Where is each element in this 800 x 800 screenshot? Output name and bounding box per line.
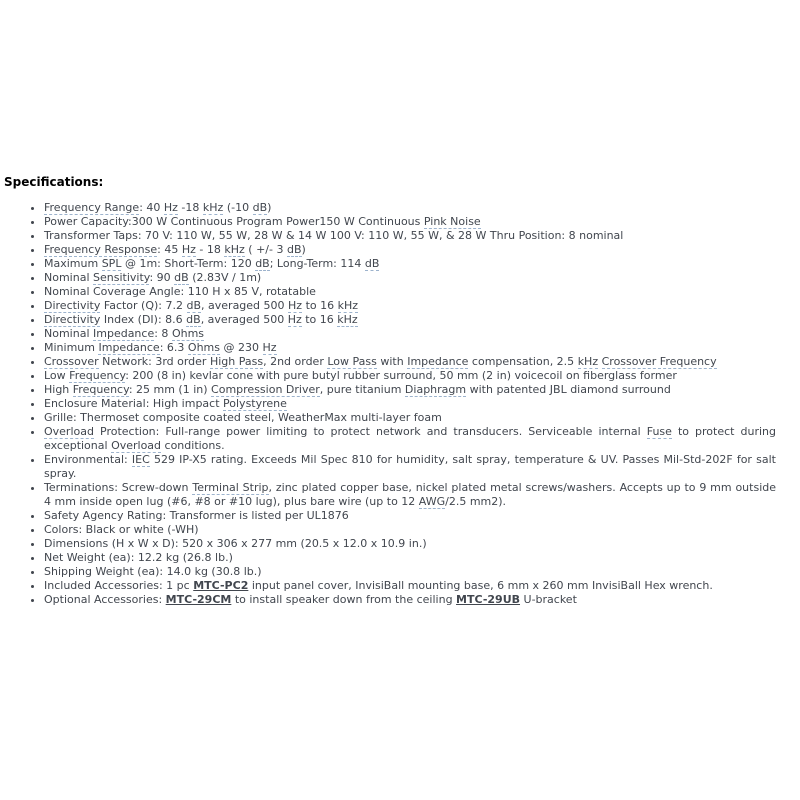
spec-text: Terminations: Screw-down: [44, 481, 193, 494]
glossary-term: kHz: [224, 243, 245, 256]
glossary-term: Sensitivity: [93, 271, 150, 284]
spec-text: Dimensions (H x W x D): 520 x 306 x 277 mm (20.5 x 12.0 x 10.9 in.): [44, 537, 427, 550]
spec-text: -18: [177, 201, 203, 214]
glossary-term: Overload: [44, 425, 94, 438]
spec-sheet: [4, 176, 776, 607]
spec-text: Net Weight (ea): 12.2 kg (26.8 lb.): [44, 551, 233, 564]
glossary-term: kHz: [577, 355, 599, 368]
spec-text: to install speaker down from the ceiling: [231, 593, 457, 606]
spec-text: Protection: Full-range power limiting to protect network and transducers. Serviceable internal: [93, 425, 647, 438]
spec-item: [44, 593, 776, 607]
spec-text: (2.83V / 1m): [188, 271, 262, 284]
spec-item: [44, 285, 776, 299]
glossary-term: Impedance: [407, 355, 469, 368]
spec-text: Maximum: [44, 257, 102, 270]
glossary-term: Crossover: [44, 355, 99, 368]
spec-item: [44, 355, 776, 369]
glossary-term: Hz: [262, 341, 277, 354]
spec-item: [44, 243, 776, 257]
glossary-term: Impedance: [98, 341, 160, 354]
spec-item: [44, 551, 776, 565]
spec-text: /2.5 mm2).: [445, 495, 507, 508]
spec-text: to 16: [302, 299, 338, 312]
glossary-term: SPL: [101, 257, 122, 270]
glossary-term: kHz: [337, 313, 358, 326]
glossary-term: High Pass: [209, 355, 264, 368]
glossary-term: dB: [255, 257, 270, 270]
spec-item: [44, 327, 776, 341]
glossary-term: Frequency Range: [44, 201, 140, 214]
accessory-link[interactable]: MTC-PC2: [193, 579, 249, 592]
accessory-link[interactable]: MTC-29CM: [165, 593, 232, 606]
spec-text: : 45: [157, 243, 182, 256]
spec-item: [44, 341, 776, 355]
spec-text: ): [301, 243, 306, 256]
spec-item: [44, 537, 776, 551]
spec-text: @ 1m: Short-Term: 120: [121, 257, 256, 270]
spec-text: : 25 mm (1 in): [128, 383, 212, 396]
page-title: Specifications:: [4, 175, 104, 189]
spec-item: [44, 229, 776, 243]
glossary-term: Hz: [181, 243, 196, 256]
glossary-term: dB: [174, 271, 189, 284]
spec-item: [44, 383, 776, 397]
glossary-term: dB: [186, 313, 201, 326]
spec-item: [44, 313, 776, 327]
spec-item: [44, 271, 776, 285]
glossary-term: AWG: [418, 495, 446, 508]
spec-text: to 16: [301, 313, 338, 326]
spec-item: [44, 453, 776, 481]
spec-text: with: [376, 355, 408, 368]
glossary-term: Diaphragm: [404, 383, 467, 396]
spec-text: , pure titanium: [319, 383, 405, 396]
glossary-term: Ohms: [171, 327, 205, 340]
glossary-term: Fuse: [646, 425, 672, 438]
spec-item: [44, 299, 776, 313]
glossary-term: dB: [252, 201, 268, 214]
spec-text: , 2nd order: [263, 355, 328, 368]
glossary-term: Crossover Frequency: [601, 355, 717, 368]
spec-text: Safety Agency Rating: Transformer is listed per UL1876: [44, 509, 349, 522]
spec-item: [44, 257, 776, 271]
glossary-term: Hz: [163, 201, 178, 214]
spec-text: Nominal Coverage Angle: 110 H x 85 V, rotatable: [44, 285, 316, 298]
spec-item: [44, 411, 776, 425]
glossary-term: Directivity: [44, 313, 101, 326]
glossary-term: dB: [286, 243, 302, 256]
spec-text: Index (DI): 8.6: [100, 313, 187, 326]
spec-text: U-bracket: [520, 593, 577, 606]
glossary-term: Frequency: [72, 383, 129, 396]
spec-text: Low: [44, 369, 70, 382]
spec-text: ( +/- 3: [244, 243, 287, 256]
spec-text: ): [267, 201, 272, 214]
spec-item: [44, 481, 776, 509]
spec-text: Factor (Q): 7.2: [100, 299, 187, 312]
accessory-link[interactable]: MTC-29UB: [456, 593, 521, 606]
spec-item: [44, 397, 776, 411]
spec-item: [44, 425, 776, 453]
glossary-term: dB: [364, 257, 380, 270]
glossary-term: Compression Driver: [211, 383, 320, 396]
spec-text: : 90: [149, 271, 175, 284]
glossary-term: Low Pass: [327, 355, 377, 368]
spec-text: Transformer Taps: 70 V: 110 W, 55 W, 28 W & 14 W 100 V: 110 W, 55 W, & 28 W Thru Position: 8 nominal: [44, 229, 624, 242]
spec-list: [4, 201, 776, 607]
spec-text: : 6.3: [159, 341, 188, 354]
spec-text: Shipping Weight (ea): 14.0 kg (30.8 lb.): [44, 565, 262, 578]
glossary-term: kHz: [202, 201, 224, 214]
glossary-term: Frequency: [69, 369, 126, 382]
spec-text: (-10: [223, 201, 253, 214]
spec-item: [44, 369, 776, 383]
spec-text: Optional Accessories:: [44, 593, 166, 606]
spec-text: Power Capacity:300 W Continuous Program Power150 W Continuous: [44, 215, 424, 228]
spec-text: High: [44, 383, 73, 396]
glossary-term: kHz: [337, 299, 359, 312]
spec-text: with patented JBL diamond surround: [466, 383, 671, 396]
spec-text: ; Long-Term: 114: [269, 257, 365, 270]
spec-item: [44, 201, 776, 215]
glossary-term: Polystyrene: [223, 397, 287, 410]
spec-text: , averaged 500: [201, 299, 289, 312]
spec-text: Enclosure Material: High impact: [44, 397, 224, 410]
spec-text: - 18: [195, 243, 225, 256]
spec-text: Included Accessories: 1 pc: [44, 579, 194, 592]
spec-item: [44, 523, 776, 537]
spec-text: : 8: [154, 327, 172, 340]
spec-text: : 40: [139, 201, 164, 214]
spec-text: : 200 (8 in) kevlar cone with pure butyl rubber surround, 50 mm (2 in) voicecoil on fiberglass former: [125, 369, 677, 382]
glossary-term: Terminal Strip: [192, 481, 269, 494]
spec-item: [44, 565, 776, 579]
spec-item: [44, 579, 776, 593]
glossary-term: Directivity: [44, 299, 101, 312]
spec-text: Nominal: [44, 327, 93, 340]
glossary-term: Frequency Response: [44, 243, 158, 256]
glossary-term: Hz: [287, 313, 302, 326]
spec-text: Network: 3rd order: [98, 355, 210, 368]
spec-text: input panel cover, InvisiBall mounting base, 6 mm x 260 mm InvisiBall Hex wrench.: [248, 579, 713, 592]
spec-item: [44, 215, 776, 229]
spec-text: to protect during exceptional: [44, 425, 776, 452]
spec-text: , zinc plated copper base, nickel plated metal screws/washers. Accepts up to 9 mm outside 4 mm inside open lug (#6, #8 or #10 lug), plus bare wire (up to 12: [44, 481, 776, 508]
glossary-term: Hz: [288, 299, 303, 312]
spec-text: @ 230: [220, 341, 263, 354]
spec-text: , averaged 500: [200, 313, 288, 326]
spec-text: 529 IP-X5 rating. Exceeds Mil Spec 810 for humidity, salt spray, temperature & UV. Passes Mil-Std-202F for salt spray.: [44, 453, 776, 480]
glossary-term: Overload: [111, 439, 162, 452]
spec-text: Minimum: [44, 341, 99, 354]
spec-text: Nominal: [44, 271, 93, 284]
glossary-term: Impedance: [93, 327, 155, 340]
spec-text: compensation, 2.5: [468, 355, 578, 368]
spec-item: [44, 509, 776, 523]
spec-text: Environmental:: [44, 453, 132, 466]
spec-text: Colors: Black or white (-WH): [44, 523, 199, 536]
glossary-term: Ohms: [187, 341, 220, 354]
spec-text: conditions.: [161, 439, 225, 452]
spec-text: Grille: Thermoset composite coated steel, WeatherMax multi-layer foam: [44, 411, 442, 424]
glossary-term: Pink Noise: [423, 215, 481, 228]
glossary-term: IEC: [131, 453, 150, 466]
glossary-term: dB: [186, 299, 202, 312]
